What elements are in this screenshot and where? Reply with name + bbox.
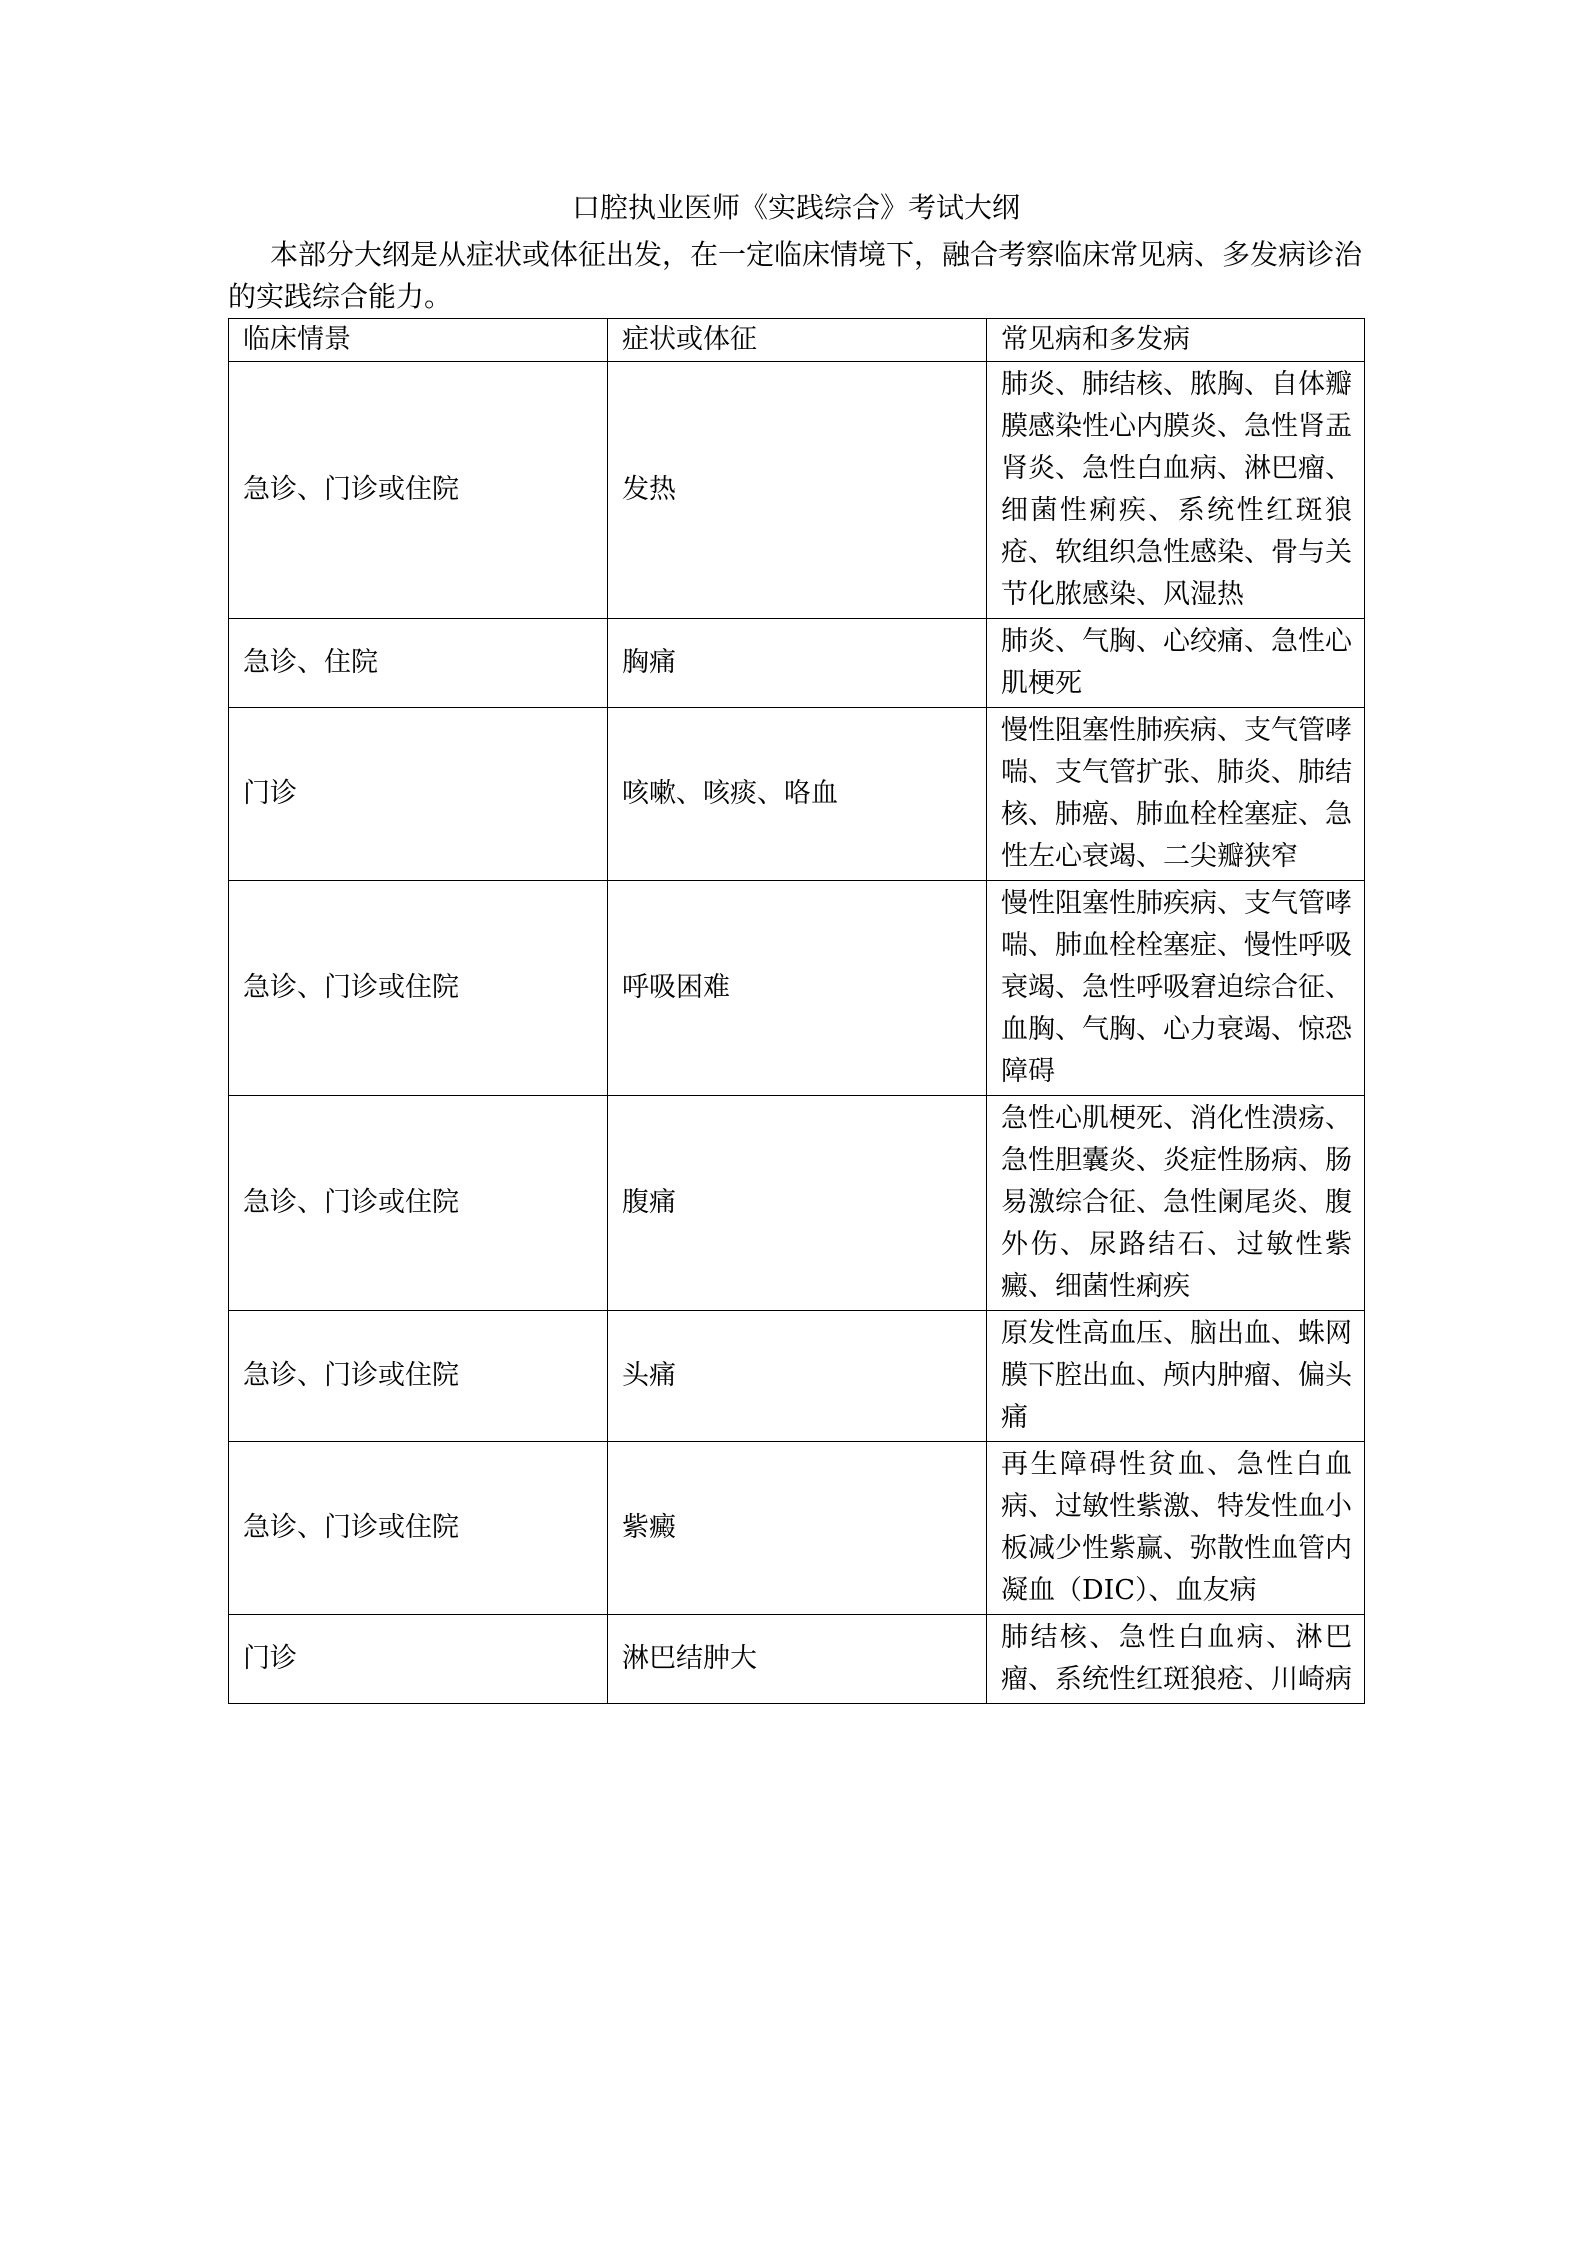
symptom-cell: 淋巴结肿大 xyxy=(608,1615,987,1704)
table-row xyxy=(229,1096,1365,1311)
document-title: 口腔执业医师《实践综合》考试大纲 xyxy=(571,191,1020,224)
symptom-cell: 头痛 xyxy=(608,1311,987,1442)
scenario-cell: 急诊、住院 xyxy=(229,619,608,708)
symptom-cell: 发热 xyxy=(608,362,987,619)
diseases-cell: 肺炎、肺结核、脓胸、自体瓣膜感染性心内膜炎、急性肾盂肾炎、急性白血病、淋巴瘤、细菌性痢疾、系统性红斑狼疮、软组织急性感染、骨与关节化脓感染、风湿热 xyxy=(987,362,1365,619)
column-header-scenario: 临床情景 xyxy=(229,319,608,362)
diseases-cell: 急性心肌梗死、消化性溃疡、急性胆囊炎、炎症性肠病、肠易激综合征、急性阑尾炎、腹外伤、尿路结石、过敏性紫癜、细菌性痢疾 xyxy=(987,1096,1365,1311)
scenario-cell: 急诊、门诊或住院 xyxy=(229,1442,608,1615)
table-row xyxy=(229,708,1365,881)
table-row xyxy=(229,1442,1365,1615)
diseases-cell: 慢性阻塞性肺疾病、支气管哮喘、支气管扩张、肺炎、肺结核、肺癌、肺血栓栓塞症、急性左心衰竭、二尖瓣狭窄 xyxy=(987,708,1365,881)
syllabus-table xyxy=(228,318,1365,1704)
scenario-cell: 急诊、门诊或住院 xyxy=(229,1096,608,1311)
scenario-cell: 急诊、门诊或住院 xyxy=(229,362,608,619)
diseases-cell: 肺炎、气胸、心绞痛、急性心肌梗死 xyxy=(987,619,1365,708)
table-header-row xyxy=(229,319,1365,362)
column-header-diseases: 常见病和多发病 xyxy=(987,319,1365,362)
symptom-cell: 紫癜 xyxy=(608,1442,987,1615)
table-row xyxy=(229,619,1365,708)
column-header-symptom: 症状或体征 xyxy=(608,319,987,362)
scenario-cell: 急诊、门诊或住院 xyxy=(229,1311,608,1442)
diseases-cell: 再生障碍性贫血、急性白血病、过敏性紫激、特发性血小板减少性紫赢、弥散性血管内凝血（DIC）、血友病 xyxy=(987,1442,1365,1615)
table-row xyxy=(229,362,1365,619)
scenario-cell: 门诊 xyxy=(229,708,608,881)
scenario-cell: 门诊 xyxy=(229,1615,608,1704)
table-row xyxy=(229,1615,1365,1704)
intro-paragraph: 本部分大纲是从症状或体征出发，在一定临床情境下，融合考察临床常见病、多发病诊治的实践综合能力。 xyxy=(228,238,1363,313)
table-row xyxy=(229,881,1365,1096)
symptom-cell: 呼吸困难 xyxy=(608,881,987,1096)
symptom-cell: 咳嗽、咳痰、咯血 xyxy=(608,708,987,881)
symptom-cell: 胸痛 xyxy=(608,619,987,708)
diseases-cell: 慢性阻塞性肺疾病、支气管哮喘、肺血栓栓塞症、慢性呼吸衰竭、急性呼吸窘迫综合征、血胸、气胸、心力衰竭、惊恐障碍 xyxy=(987,881,1365,1096)
diseases-cell: 原发性高血压、脑出血、蛛网膜下腔出血、颅内肿瘤、偏头痛 xyxy=(987,1311,1365,1442)
symptom-cell: 腹痛 xyxy=(608,1096,987,1311)
diseases-cell: 肺结核、急性白血病、淋巴瘤、系统性红斑狼疮、川崎病 xyxy=(987,1615,1365,1704)
table-row xyxy=(229,1311,1365,1442)
scenario-cell: 急诊、门诊或住院 xyxy=(229,881,608,1096)
